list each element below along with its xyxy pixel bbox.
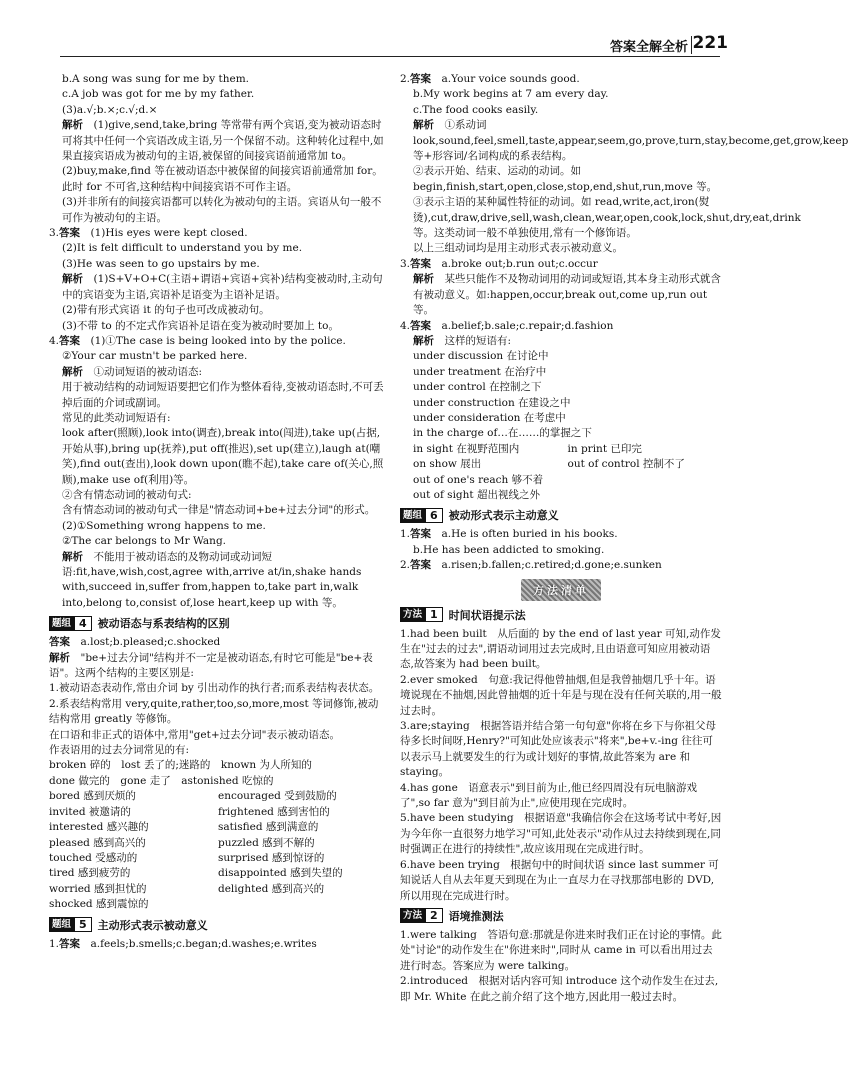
- section-heading: [400, 507, 722, 523]
- vocab-item: shocked 感到震惊的: [49, 898, 149, 911]
- text-line: 3.答案 a.broke out;b.run out;c.occur: [400, 257, 598, 270]
- text-line: 1.被动语态表动作,常由介词 by 引出动作的执行者;而系表结构表状态。: [49, 682, 380, 695]
- text-line: 1.答案 a.feels;b.smells;c.began;d.washes;e.writes: [49, 937, 317, 950]
- text-line: ③表示主语的某种属性特征的动词。如 read,write,act,iron(熨烫),cut,draw,drive,sell,wash,clean,wear,open,cook,lock,shut,dry,eat,drink 等。这类动词一般不单独使用,常有一个修饰语。: [413, 196, 801, 240]
- text-line: 作表语用的过去分词常见的有:: [49, 744, 190, 757]
- page-header: [0, 0, 750, 60]
- text-line: 2.答案 a.Your voice sounds good.: [400, 73, 580, 85]
- vocab-item: frightened 感到害怕的: [218, 805, 330, 818]
- left-column: [49, 72, 387, 952]
- vocab-item: satisfied 感到满意的: [218, 821, 319, 834]
- section-title: 时间状语提示法: [448, 608, 526, 622]
- vocab-row: [400, 442, 722, 457]
- text-line: under construction 在建设之中: [413, 396, 571, 409]
- vocab-item: interested 感兴趣的: [49, 821, 149, 834]
- vocab-item: done 做完的 gone 走了 astonished 吃惊的: [49, 774, 274, 787]
- text-line: (3)并非所有的间接宾语都可以转化为被动句的主语。宾语从句一般不可作为被动句的主语。: [62, 196, 382, 224]
- section-label: 题组: [49, 917, 74, 932]
- text-line: 1.had been built 从后面的 by the end of last year 可知,动作发生在"过去的过去",谓语动词用过去完成时,且由语意可知应用被动语态,故答案为 had been built。: [400, 627, 721, 671]
- text-line: 3.are;staying 根据答语并结合第一句句意"你将在乡下与你祖父母待多长时间呀,Henry?"可知此处应该表示"将来",be+v.-ing 往往可以表示马上就要发生的行为或计划好的事情,故此答案为 are 和 staying。: [400, 720, 717, 779]
- text-line: 4.答案 (1)①The case is being looked into by the police.: [49, 334, 346, 347]
- text-line: c.A job was got for me by my father.: [62, 88, 255, 101]
- section-heading: [49, 615, 387, 631]
- vocab-row: [49, 897, 387, 912]
- text-line: under treatment 在治疗中: [413, 365, 547, 378]
- vocab-item: pleased 感到高兴的: [49, 836, 146, 849]
- section-label: 方法: [400, 607, 425, 622]
- vocab-row: [400, 457, 722, 472]
- text-line: 以上三组动词均是用主动形式表示被动意义。: [413, 242, 623, 255]
- text-line: (3)不带 to 的不定式作宾语补足语在变为被动时要加上 to。: [62, 319, 339, 332]
- text-line: 2.答案 a.risen;b.fallen;c.retired;d.gone;e.sunken: [400, 559, 662, 572]
- vocab-item: broken 碎的 lost 丢了的;迷路的 known 为人所知的: [49, 759, 312, 772]
- vocab-row: [49, 805, 387, 820]
- vocab-item: worried 感到担忧的: [49, 882, 147, 895]
- section-title: 被动语态与系表结构的区别: [97, 617, 230, 631]
- text-line: (3)He was seen to go upstairs by me.: [62, 257, 260, 270]
- text-line: 2.introduced 根据对话内容可知 introduce 这个动作发生在过去,即 Mr. White 在此之前介绍了这个地方,因此用一般过去时。: [400, 975, 719, 1003]
- section-number: 2: [425, 908, 443, 923]
- section-label: 题组: [49, 616, 74, 631]
- text-line: (2)带有形式宾语 it 的句子也可改成被动句。: [62, 304, 270, 317]
- text-line: 2.系表结构常用 very,quite,rather,too,so,more,most 等词修饰,被动结构常用 greatly 等修饰。: [49, 697, 379, 726]
- section-number: 4: [74, 616, 92, 631]
- vocab-row: [49, 851, 387, 866]
- text-line: under consideration 在考虑中: [413, 411, 566, 424]
- section-label: 方法: [400, 908, 425, 923]
- vocab-item: on show 展出: [413, 458, 482, 471]
- text-line: 4.答案 a.belief;b.sale;c.repair;d.fashion: [400, 319, 614, 332]
- vocab-item: bored 感到厌烦的: [49, 790, 136, 803]
- text-line: 解析 不能用于被动语态的及物动词或动词短语:fit,have,wish,cost,agree with,arrive at/in,shake hands with,succeed in,suffer from,happen to,take part in,walk into,belong to,consist of,lose heart,keep up with 等。: [62, 550, 362, 609]
- section-label: 题组: [400, 508, 425, 523]
- section-number: 5: [74, 917, 92, 932]
- right-column: [400, 72, 848, 1005]
- text-line: out of sight 超出视线之外: [413, 488, 540, 501]
- text-line: under control 在控制之下: [413, 381, 542, 394]
- text-line: (2)①Something wrong happens to me.: [62, 519, 266, 532]
- text-line: 在口语和非正式的语体中,常用"get+过去分词"表示被动语态。: [49, 728, 340, 741]
- text-line: 解析 "be+过去分词"结构并不一定是被动语态,有时它可能是"be+表语"。这两个结构的主要区别是:: [49, 651, 373, 680]
- text-line: in the charge of…在……的掌握之下: [413, 427, 592, 440]
- section-number: 1: [425, 607, 443, 622]
- text-line: c.The food cooks easily.: [413, 103, 539, 116]
- page-number: 221: [692, 33, 728, 53]
- vocab-item: out of control 控制不了: [567, 458, 685, 471]
- text-line: ②含有情态动词的被动句式:: [62, 488, 192, 501]
- section-title: 语境推测法: [448, 909, 504, 923]
- text-line: 解析 (1)S+V+O+C(主语+谓语+宾语+宾补)结构变被动时,主动句中的宾语变为主语,宾语补足语变为主语补足语。: [62, 273, 383, 301]
- text-line: 解析 ①系动词 look,sound,feel,smell,taste,appear,seem,go,prove,turn,stay,become,get,grow,keep 等+形容词/名词构成的系表结构。: [413, 119, 848, 163]
- text-line: ②表示开始、结束、运动的动词。如 begin,finish,start,open,close,stop,end,shut,run,move 等。: [413, 165, 718, 193]
- method-list-banner: [400, 579, 722, 601]
- text-line: 解析 某些只能作不及物动词用的动词或短语,其本身主动形式就含有被动意义。如:happen,occur,break out,come up,run out 等。: [413, 273, 721, 317]
- banner-text: 方法清单: [521, 579, 601, 601]
- text-line: b.A song was sung for me by them.: [62, 73, 250, 85]
- vocab-item: touched 受感动的: [49, 851, 138, 864]
- text-line: 常见的此类动词短语有:: [62, 411, 171, 424]
- text-line: (2)buy,make,find 等在被动语态中被保留的间接宾语前通常加 for。此时 for 不可省,这种结构中间接宾语不可作主语。: [62, 165, 383, 193]
- vocab-item: surprised 感到惊讶的: [218, 851, 325, 864]
- vocab-item: puzzled 感到不解的: [218, 836, 315, 849]
- text-line: (3)a.√;b.×;c.√;d.×: [62, 103, 158, 116]
- section-heading: [400, 607, 722, 623]
- text-line: look after(照顾),look into(调查),break into(闯进),take up(占据,开始从事),bring up(抚养),put off(推迟),set up(建立),laugh at(嘲笑),find out(查出),look down upon(瞧不起),take care of(关心,照顾),make use of(利用)等。: [62, 427, 384, 486]
- text-line: ②The car belongs to Mr Wang.: [62, 535, 227, 548]
- text-line: 答案 a.lost;b.pleased;c.shocked: [49, 636, 221, 649]
- vocab-item: delighted 感到高兴的: [218, 882, 325, 895]
- text-line: 用于被动结构的动词短语要把它们作为整体看待,变被动语态时,不可丢掉后面的介词或副词。: [62, 381, 384, 409]
- text-line: 1.were talking 答语句意:那就是你进来时我们正在讨论的事情。此处"讨论"的动作发生在"你进来时",同时从 came in 可以看出用过去进行时态。答案应为 were talking。: [400, 928, 722, 972]
- section-heading: [400, 908, 722, 924]
- text-line: 3.答案 (1)His eyes were kept closed.: [49, 227, 248, 240]
- text-line: b.He has been addicted to smoking.: [413, 543, 605, 556]
- vocab-row: [49, 820, 387, 835]
- text-line: b.My work begins at 7 am every day.: [413, 88, 609, 101]
- section-number: 6: [425, 508, 443, 523]
- text-line: 1.答案 a.He is often buried in his books.: [400, 528, 618, 541]
- text-line: 解析 这样的短语有:: [413, 334, 512, 347]
- vocab-item: in print 已印完: [567, 442, 642, 455]
- section-title: 主动形式表示被动意义: [97, 918, 208, 932]
- text-line: under discussion 在讨论中: [413, 350, 549, 363]
- section-title: 被动形式表示主动意义: [448, 509, 559, 523]
- text-line: ②Your car mustn't be parked here.: [62, 350, 248, 363]
- text-line: out of one's reach 够不着: [413, 473, 544, 486]
- header-rule: [60, 56, 720, 57]
- vocab-row: [49, 789, 387, 804]
- vocab-row: [49, 836, 387, 851]
- text-line: 2.ever smoked 句意:我记得他曾抽烟,但是我曾抽烟几乎十年。语境说现在不抽烟,因此曾抽烟的近十年是与现在没有任何关联的,用一般过去时。: [400, 673, 722, 717]
- vocab-row: [49, 774, 387, 789]
- vocab-item: disappointed 感到失望的: [218, 867, 343, 880]
- vocab-item: in sight 在视野范围内: [413, 442, 520, 455]
- vocab-item: encouraged 受到鼓励的: [218, 790, 337, 803]
- vocab-row: [49, 866, 387, 881]
- vocab-item: tired 感到疲劳的: [49, 867, 131, 880]
- text-line: 4.has gone 语意表示"到目前为止,他已经四周没有玩电脑游戏了",so far 意为"到目前为止",应使用现在完成时。: [400, 781, 697, 810]
- vocab-item: invited 被邀请的: [49, 805, 131, 818]
- text-line: 解析 (1)give,send,take,bring 等常带有两个宾语,变为被动语态时可将其中任何一个宾语改成主语,另一个保留不动。这种转化过程中,如果直接宾语成为被动句的主语,被保留的间接宾语前通常加 to。: [62, 119, 384, 163]
- header-title: 答案全解全析: [609, 40, 688, 55]
- text-line: (2)It is felt difficult to understand you by me.: [62, 242, 303, 255]
- vocab-row: [49, 758, 387, 773]
- text-line: 解析 ①动词短语的被动语态:: [62, 365, 203, 378]
- vocab-row: [49, 882, 387, 897]
- section-heading: [49, 917, 387, 933]
- text-line: 5.have been studying 根据语意"我确信你会在这场考试中考好,因为今年你一直很努力地学习"可知,此处表示"动作从过去持续到现在,同时强调正在进行的持续性",故应该用现在完成进行时。: [400, 812, 722, 856]
- text-line: 6.have been trying 根据句中的时间状语 since last summer 可知说话人自从去年夏天到现在为止一直尽力在寻找那部电影的 DVD,所以用现在完成进行时。: [400, 858, 719, 902]
- text-line: 含有情态动词的被动句式一律是"情态动词+be+过去分词"的形式。: [62, 504, 376, 517]
